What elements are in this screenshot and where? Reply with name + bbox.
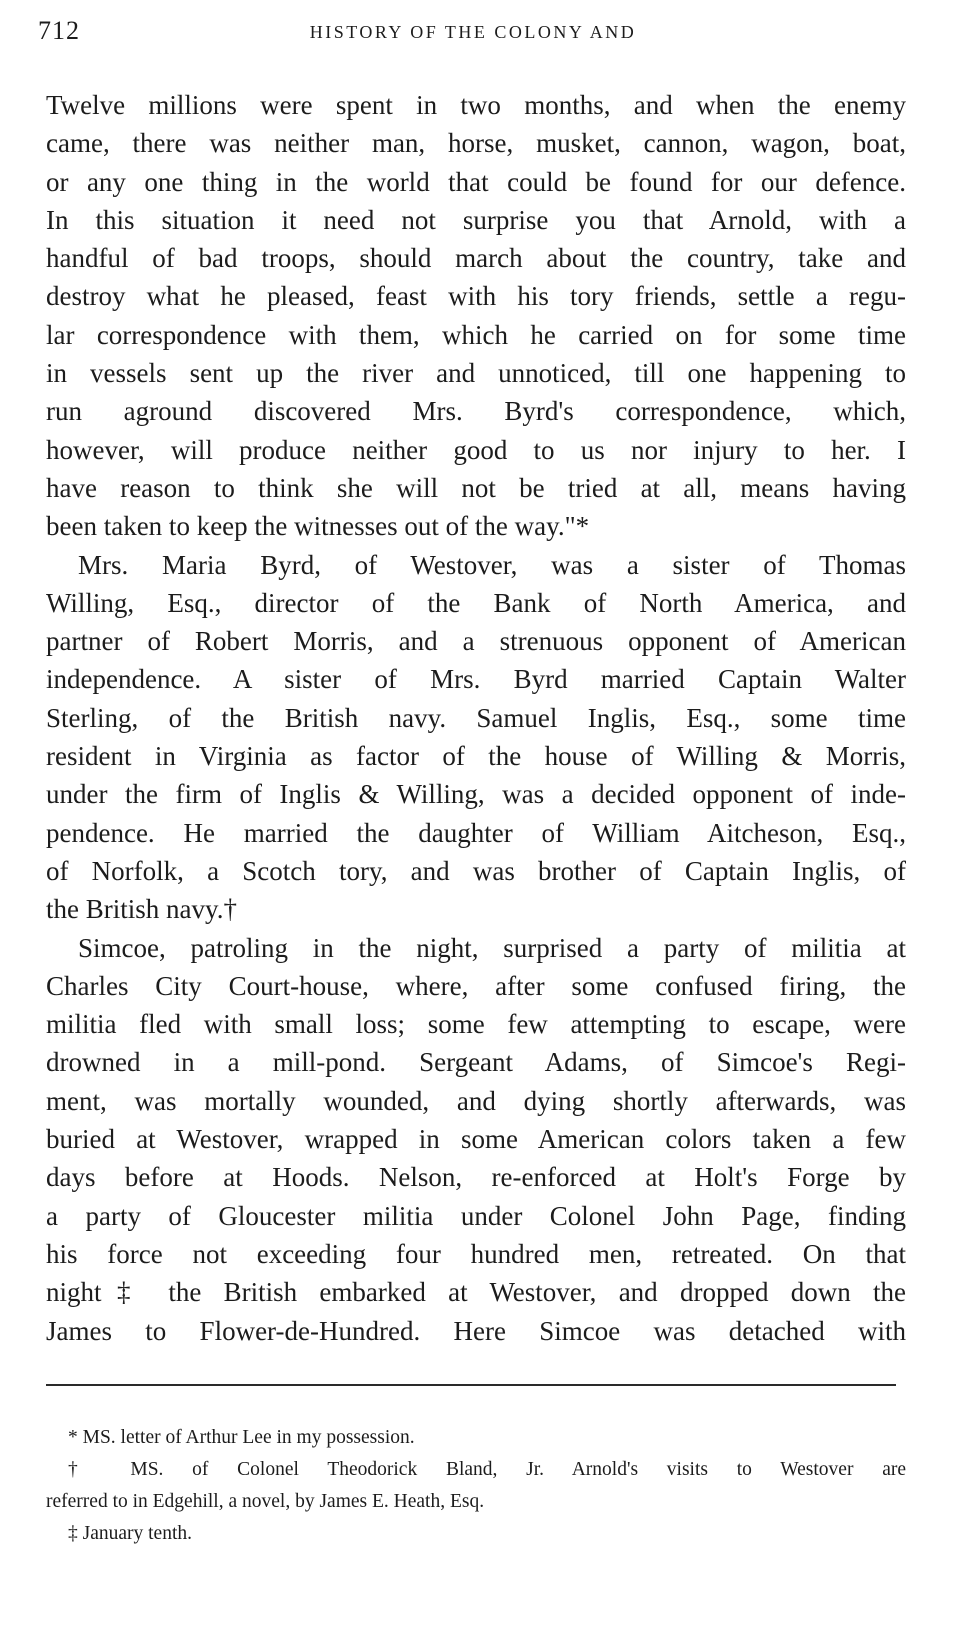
text-line: James to Flower-de-Hundred. Here Simcoe was detached with (46, 1315, 906, 1346)
text-line: a party of Gloucester militia under Colonel John Page, finding (46, 1200, 906, 1231)
paragraph (46, 86, 906, 546)
page-number: 712 (38, 16, 80, 45)
footnote-divider (46, 1384, 896, 1386)
text-line: ment, was mortally wounded, and dying shortly afterwards, was (46, 1085, 906, 1116)
text-line: lar correspondence with them, which he carried on for some time (46, 319, 906, 350)
text-line: his force not exceeding four hundred men, retreated. On that (46, 1238, 906, 1269)
text-line: Simcoe, patroling in the night, surprised a party of militia at (78, 932, 906, 963)
text-line: have reason to think she will not be tried at all, means having (46, 472, 906, 503)
text-line: militia fled with small loss; some few attempting to escape, were (46, 1009, 906, 1040)
text-line: under the firm of Inglis & Willing, was a decided opponent of inde- (46, 779, 906, 810)
paragraph (46, 929, 906, 1350)
footnote-line: referred to in Edgehill, a novel, by James E. Heath, Esq. (46, 1491, 485, 1512)
text-line: night‡ the British embarked at Westover, and dropped down the (46, 1277, 906, 1308)
footnotes (46, 1422, 906, 1550)
text-line: Charles City Court-house, where, after some confused firing, the (46, 970, 906, 1001)
text-line: Twelve millions were spent in two months, and when the enemy (46, 90, 906, 120)
footnote-line: † MS. of Colonel Theodorick Bland, Jr. Arnold's visits to Westover are (68, 1459, 906, 1480)
footnote (46, 1454, 906, 1518)
text-line: independence. A sister of Mrs. Byrd married Captain Walter (46, 664, 906, 695)
body-text (46, 86, 906, 1350)
text-line: came, there was neither man, horse, musket, cannon, wagon, boat, (46, 128, 906, 159)
text-line: in vessels sent up the river and unnoticed, till one happening to (46, 358, 906, 389)
text-line: handful of bad troops, should march about the country, take and (46, 243, 906, 274)
running-head (38, 16, 908, 56)
text-line: been taken to keep the witnesses out of the way."* (46, 511, 590, 542)
footnote-line: ‡ January tenth. (68, 1523, 193, 1544)
text-line: Sterling, of the British navy. Samuel Inglis, Esq., some time (46, 702, 906, 733)
footnote (46, 1422, 906, 1454)
text-line: Mrs. Maria Byrd, of Westover, was a sister of Thomas (78, 549, 906, 580)
paragraph (46, 546, 906, 929)
text-line: or any one thing in the world that could be found for our defence. (46, 166, 906, 197)
footnote-line: * MS. letter of Arthur Lee in my possession. (68, 1427, 415, 1448)
text-line: Willing, Esq., director of the Bank of North America, and (46, 587, 906, 618)
footnote (46, 1518, 906, 1550)
text-line: however, will produce neither good to us nor injury to her. I (46, 434, 906, 465)
text-line: pendence. He married the daughter of William Aitcheson, Esq., (46, 817, 906, 848)
text-line: of Norfolk, a Scotch tory, and was brother of Captain Inglis, of (46, 855, 906, 886)
text-line: destroy what he pleased, feast with his tory friends, settle a regu- (46, 281, 906, 312)
text-line: drowned in a mill-pond. Sergeant Adams, of Simcoe's Regi- (46, 1047, 906, 1078)
running-title: HISTORY OF THE COLONY AND (309, 22, 637, 42)
text-line: run aground discovered Mrs. Byrd's correspondence, which, (46, 396, 906, 427)
text-line: partner of Robert Morris, and a strenuous opponent of American (46, 626, 906, 657)
text-line: resident in Virginia as factor of the house of Willing & Morris, (46, 741, 906, 772)
text-line: In this situation it need not surprise you that Arnold, with a (46, 204, 906, 235)
text-line: the British navy.† (46, 894, 237, 925)
text-line: days before at Hoods. Nelson, re-enforced at Holt's Forge by (46, 1162, 906, 1193)
text-line: buried at Westover, wrapped in some American colors taken a few (46, 1124, 906, 1155)
